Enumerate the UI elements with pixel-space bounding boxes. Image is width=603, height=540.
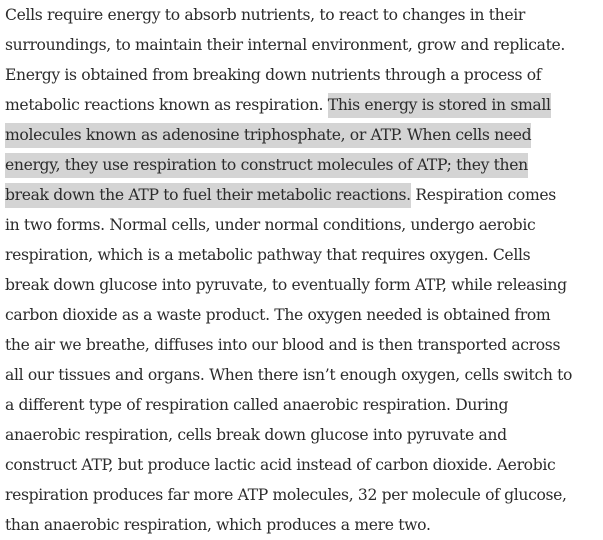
paragraph-line xyxy=(5,480,601,510)
line-text: a different type of respiration called anaerobic respiration. During xyxy=(5,396,509,414)
line-text: in two forms. Normal cells, under normal conditions, undergo aerobic xyxy=(5,216,536,234)
paragraph-line xyxy=(5,390,601,420)
line-text: carbon dioxide as a waste product. The oxygen needed is obtained from xyxy=(5,306,551,324)
paragraph-line xyxy=(5,150,601,180)
paragraph-line xyxy=(5,420,601,450)
paragraph-line xyxy=(5,240,601,270)
highlighted-text[interactable]: break down the ATP to fuel their metabolic reactions. xyxy=(5,183,411,208)
line-text: respiration, which is a metabolic pathway that requires oxygen. Cells xyxy=(5,246,531,264)
paragraph-line xyxy=(5,210,601,240)
highlighted-text[interactable]: molecules known as adenosine triphosphate, or ATP. When cells need xyxy=(5,123,531,148)
line-text: than anaerobic respiration, which produces a mere two. xyxy=(5,516,431,534)
line-text: anaerobic respiration, cells break down glucose into pyruvate and xyxy=(5,426,507,444)
paragraph-line xyxy=(5,330,601,360)
line-text: Respiration comes xyxy=(410,186,556,204)
paragraph-line xyxy=(5,90,601,120)
highlighted-text[interactable]: energy, they use respiration to construct molecules of ATP; they then xyxy=(5,153,528,178)
paragraph-line xyxy=(5,450,601,480)
line-text: Energy is obtained from breaking down nutrients through a process of xyxy=(5,66,542,84)
article-paragraph xyxy=(5,0,601,540)
paragraph-line xyxy=(5,60,601,90)
line-text: the air we breathe, diffuses into our blood and is then transported across xyxy=(5,336,561,354)
paragraph-line xyxy=(5,30,601,60)
paragraph-line xyxy=(5,270,601,300)
highlighted-text[interactable]: This energy is stored in small xyxy=(328,93,551,118)
paragraph-line xyxy=(5,360,601,390)
paragraph-line xyxy=(5,300,601,330)
line-text: break down glucose into pyruvate, to eventually form ATP, while releasing xyxy=(5,276,567,294)
line-text: surroundings, to maintain their internal environment, grow and replicate. xyxy=(5,36,565,54)
paragraph-line xyxy=(5,0,601,30)
paragraph-line xyxy=(5,120,601,150)
paragraph-line xyxy=(5,180,601,210)
line-text: Cells require energy to absorb nutrients, to react to changes in their xyxy=(5,6,525,24)
paragraph-line xyxy=(5,510,601,540)
line-text: metabolic reactions known as respiration. xyxy=(5,96,328,114)
line-text: all our tissues and organs. When there isn’t enough oxygen, cells switch to xyxy=(5,366,573,384)
line-text: construct ATP, but produce lactic acid instead of carbon dioxide. Aerobic xyxy=(5,456,556,474)
line-text: respiration produces far more ATP molecules, 32 per molecule of glucose, xyxy=(5,486,567,504)
